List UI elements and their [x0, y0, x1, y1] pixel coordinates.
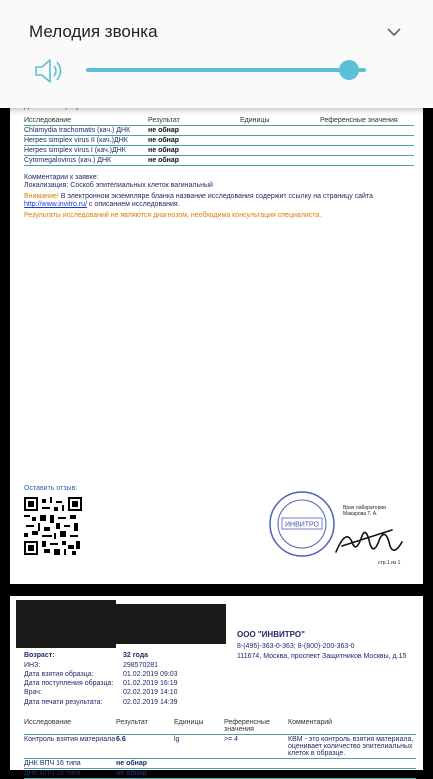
table-row: Cytomegalovirus (кач.) ДНК не обнар: [24, 156, 414, 166]
test-link[interactable]: Cytomegalovirus (кач.) ДНК: [24, 156, 148, 166]
comments-label: Комментарии к заявке:: [24, 174, 99, 181]
test-link[interactable]: Контроль взятия материала: [24, 735, 116, 759]
redacted-block: [16, 600, 116, 648]
feedback-label: Оставить отзыв:: [24, 485, 78, 492]
volume-panel: [0, 0, 433, 108]
test-link[interactable]: ДНК ВПЧ 18 типа: [24, 769, 116, 779]
test-link[interactable]: Herpes simplex virus I (кач.)ДНК: [24, 146, 148, 156]
invitro-stamp: [268, 490, 336, 558]
doctor-signature: [332, 522, 410, 558]
company-address: 111674, Москва, проспект Защитников Москвы, д.15: [237, 653, 407, 660]
page-number: стр.1 из 1: [378, 560, 401, 566]
table-row: ДНК ВПЧ 18 типа не обнар: [24, 769, 416, 779]
disclaimer-text: Результаты исследований не являются диагнозом, необходима консультация специалиста.: [24, 212, 322, 219]
test-link[interactable]: Herpes simplex virus II (кач.)ДНК: [24, 136, 148, 146]
company-name: ООО "ИНВИТРО": [237, 630, 305, 639]
localization-text: Локализация: Соскоб эпителиальных клеток вагинальный: [24, 182, 213, 189]
attention-line-2: http://www.invitro.ru/ с описанием исследования.: [24, 201, 180, 208]
chevron-down-icon[interactable]: [386, 24, 402, 40]
doctor-name: Макарова Т. А.: [343, 511, 378, 517]
volume-title: Мелодия звонка: [29, 22, 158, 41]
volume-slider-thumb[interactable]: [339, 60, 359, 80]
doctor-role: Врач лаборатории: [343, 505, 386, 511]
table-row: ДНК ВПЧ 16 типа не обнар: [24, 759, 416, 769]
table-header: Исследование Результат Единицы Референсные значения Комментарий: [24, 718, 416, 735]
test-link[interactable]: Chlamydia trachomatis (кач.) ДНК: [24, 126, 148, 136]
table-row: Herpes simplex virus I (кач.)ДНК не обнар: [24, 146, 414, 156]
volume-slider-track[interactable]: [86, 68, 366, 72]
qr-code[interactable]: [24, 497, 82, 555]
invitro-link[interactable]: http://www.invitro.ru/: [24, 201, 88, 208]
document-page-2: ООО "ИНВИТРО" 8-(495)-363-0-363; 8-(800)-200-363-0 111674, Москва, проспект Защитников Москвы, д.15 Возраст: 32 года ИНЗ: 298570281 Дата взятия образца: 01.02.2019 09:03 Дата поступления образца: 01.02.2019 16:19 Врач: 02.02.2019 14:10 Дата печати результата: 02.02.2019 14:39 Исследование Результат Единицы Референсные значения Комментарий Контроль взятия материала 6.6 lg >= 4 КВМ - это контроль взятия материала, оценивает количество эпителиальных клеток в образце. ДНК ВПЧ 16 типа не обнар ДНК ВПЧ 18 типа не обнар: [10, 596, 423, 770]
table-row: Herpes simplex virus II (кач.)ДНК не обнар: [24, 136, 414, 146]
svg-text:ИНВИТРО: ИНВИТРО: [284, 521, 320, 529]
test-link[interactable]: ДНК ВПЧ 16 типа: [24, 759, 116, 769]
company-phones: 8-(495)-363-0-363; 8-(800)-200-363-0: [237, 643, 355, 650]
results-table: [24, 116, 414, 166]
table-header: Исследование Результат Единицы Референсные значения: [24, 116, 414, 126]
table-row: Контроль взятия материала 6.6 lg >= 4 КВМ - это контроль взятия материала, оценивает количество эпителиальных клеток в образце.: [24, 735, 416, 759]
table-row: Chlamydia trachomatis (кач.) ДНК не обнар: [24, 126, 414, 136]
results-table-2: [24, 718, 416, 779]
redacted-block: [114, 604, 226, 644]
attention-line: Внимание! В электронном экземпляре бланка название исследования содержит ссылку на страницу сайта: [24, 193, 373, 200]
speaker-icon[interactable]: [34, 58, 64, 84]
